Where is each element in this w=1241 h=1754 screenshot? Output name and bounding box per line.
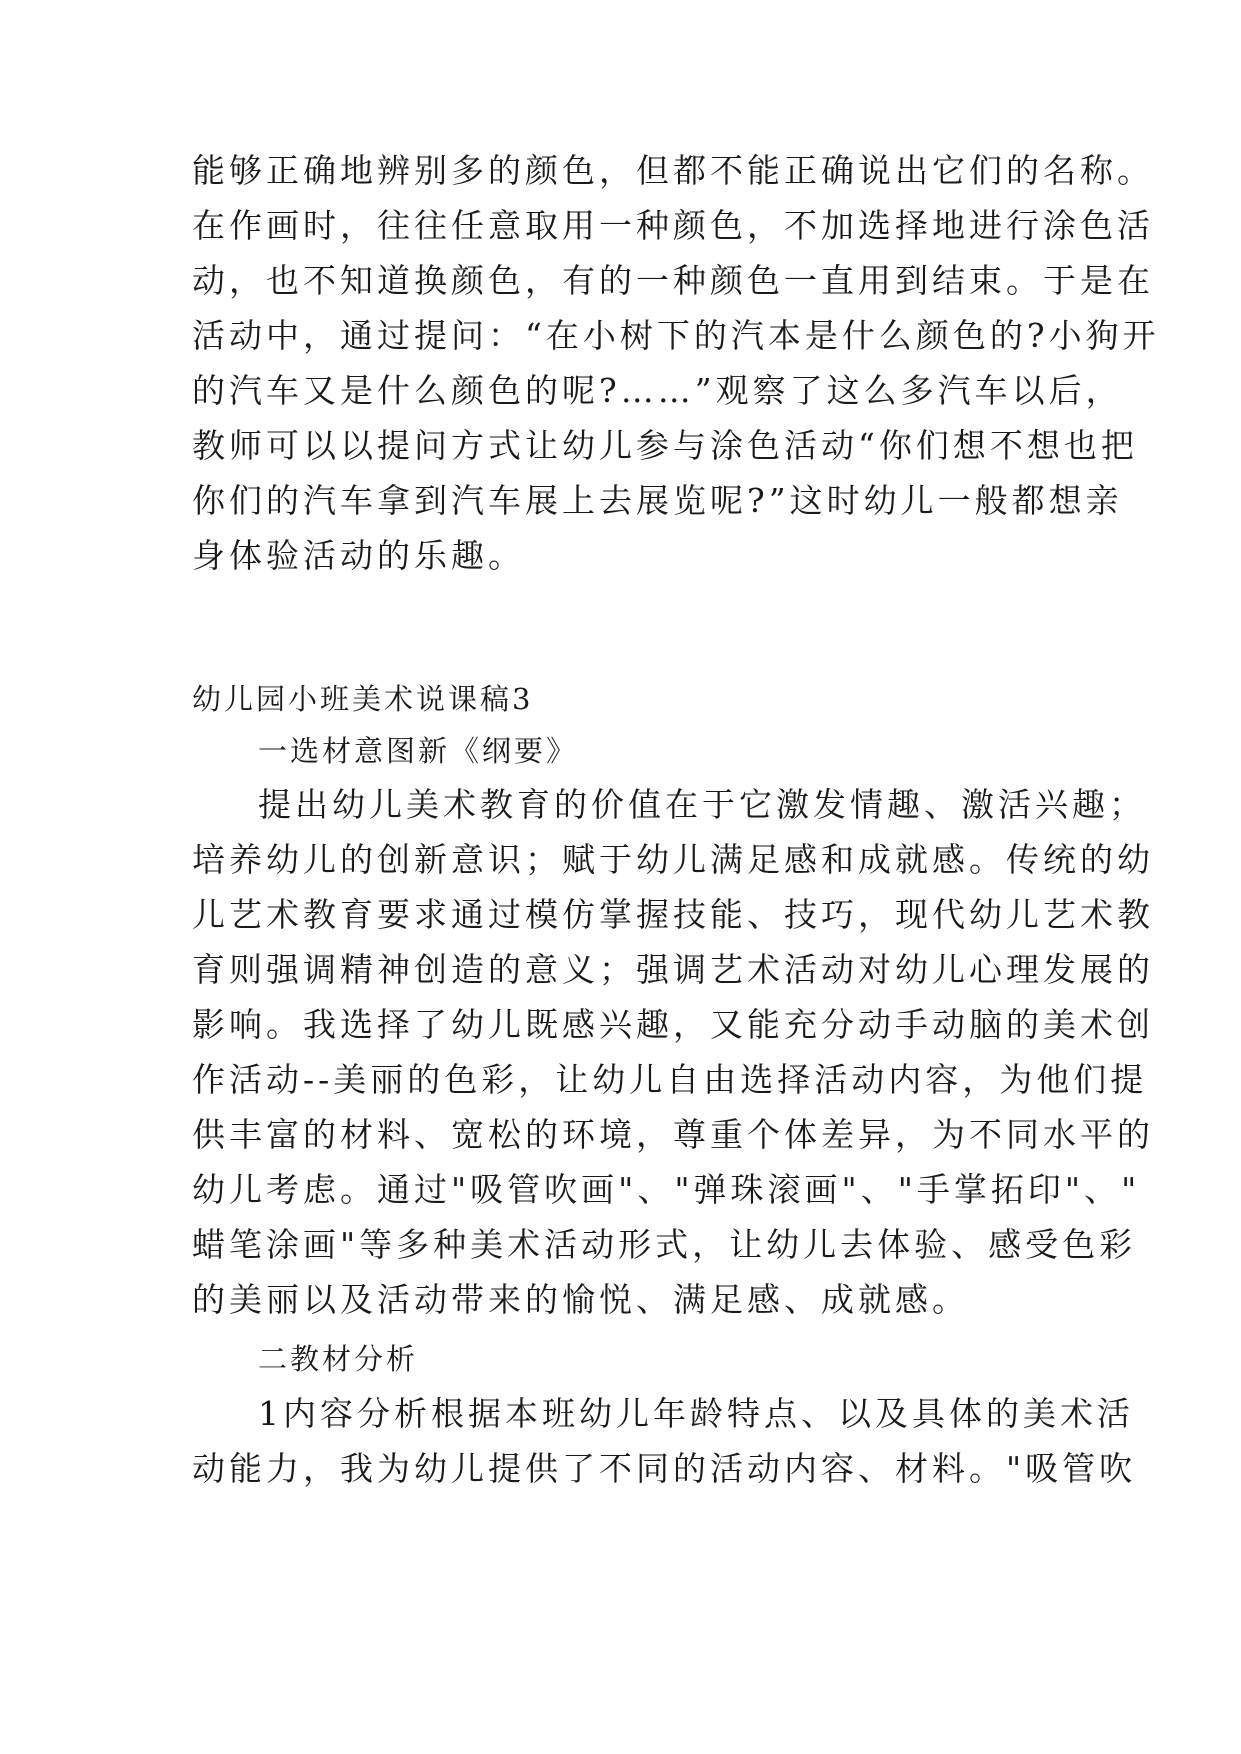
- text-line: 作活动--美丽的色彩，让幼儿自由选择活动内容，为他们提: [192, 1060, 1148, 1099]
- text-line: 能够正确地辨别多的颜色，但都不能正确说出它们的名称。: [192, 151, 1154, 190]
- text-line: 动，也不知道换颜色，有的一种颜色一直用到结束。于是在: [192, 261, 1154, 300]
- text-line: 供丰富的材料、宽松的环境，尊重个体差异，为不同水平的: [192, 1115, 1154, 1154]
- text-line: 蜡笔涂画"等多种美术活动形式，让幼儿去体验、感受色彩: [192, 1225, 1137, 1264]
- text-line: 幼儿考虑。通过"吸管吹画"、"弹珠滚画"、"手掌拓印"、": [192, 1170, 1141, 1209]
- text-line: 提出幼儿美术教育的价值在于它激发情趣、激活兴趣；: [258, 785, 1146, 824]
- text-line: 的汽车又是什么颜色的呢?……”观察了这么多汽车以后，: [192, 371, 1123, 410]
- text-line: 影响。我选择了幼儿既感兴趣，又能充分动手动脑的美术创: [192, 1005, 1154, 1044]
- text-line: 在作画时，往往任意取用一种颜色，不加选择地进行涂色活: [192, 206, 1154, 245]
- text-line: 培养幼儿的创新意识；赋于幼儿满足感和成就感。传统的幼: [192, 840, 1154, 879]
- text-line: 你们的汽车拿到汽车展上去展览呢?”这时幼儿一般都想亲: [192, 481, 1123, 520]
- text-line: 活动中，通过提问：“在小树下的汽本是什么颜色的?小狗开: [192, 316, 1160, 355]
- text-line: 身体验活动的乐趣。: [192, 536, 525, 575]
- section-title: 幼儿园小班美术说课稿3: [192, 682, 534, 716]
- subheading-selection-intent: 一选材意图新《纲要》: [258, 734, 579, 768]
- subheading-material-analysis: 二教材分析: [258, 1342, 419, 1376]
- text-line: 儿艺术教育要求通过模仿掌握技能、技巧，现代幼儿艺术教: [192, 895, 1154, 934]
- text-line: 教师可以以提问方式让幼儿参与涂色活动“你们想不想也把: [192, 426, 1138, 465]
- text-line: 1内容分析根据本班幼儿年龄特点、以及具体的美术活: [258, 1394, 1134, 1433]
- text-line: 育则强调精神创造的意义；强调艺术活动对幼儿心理发展的: [192, 950, 1154, 989]
- text-line: 的美丽以及活动带来的愉悦、满足感、成就感。: [192, 1280, 969, 1319]
- text-line: 动能力，我为幼儿提供了不同的活动内容、材料。"吸管吹: [192, 1449, 1137, 1488]
